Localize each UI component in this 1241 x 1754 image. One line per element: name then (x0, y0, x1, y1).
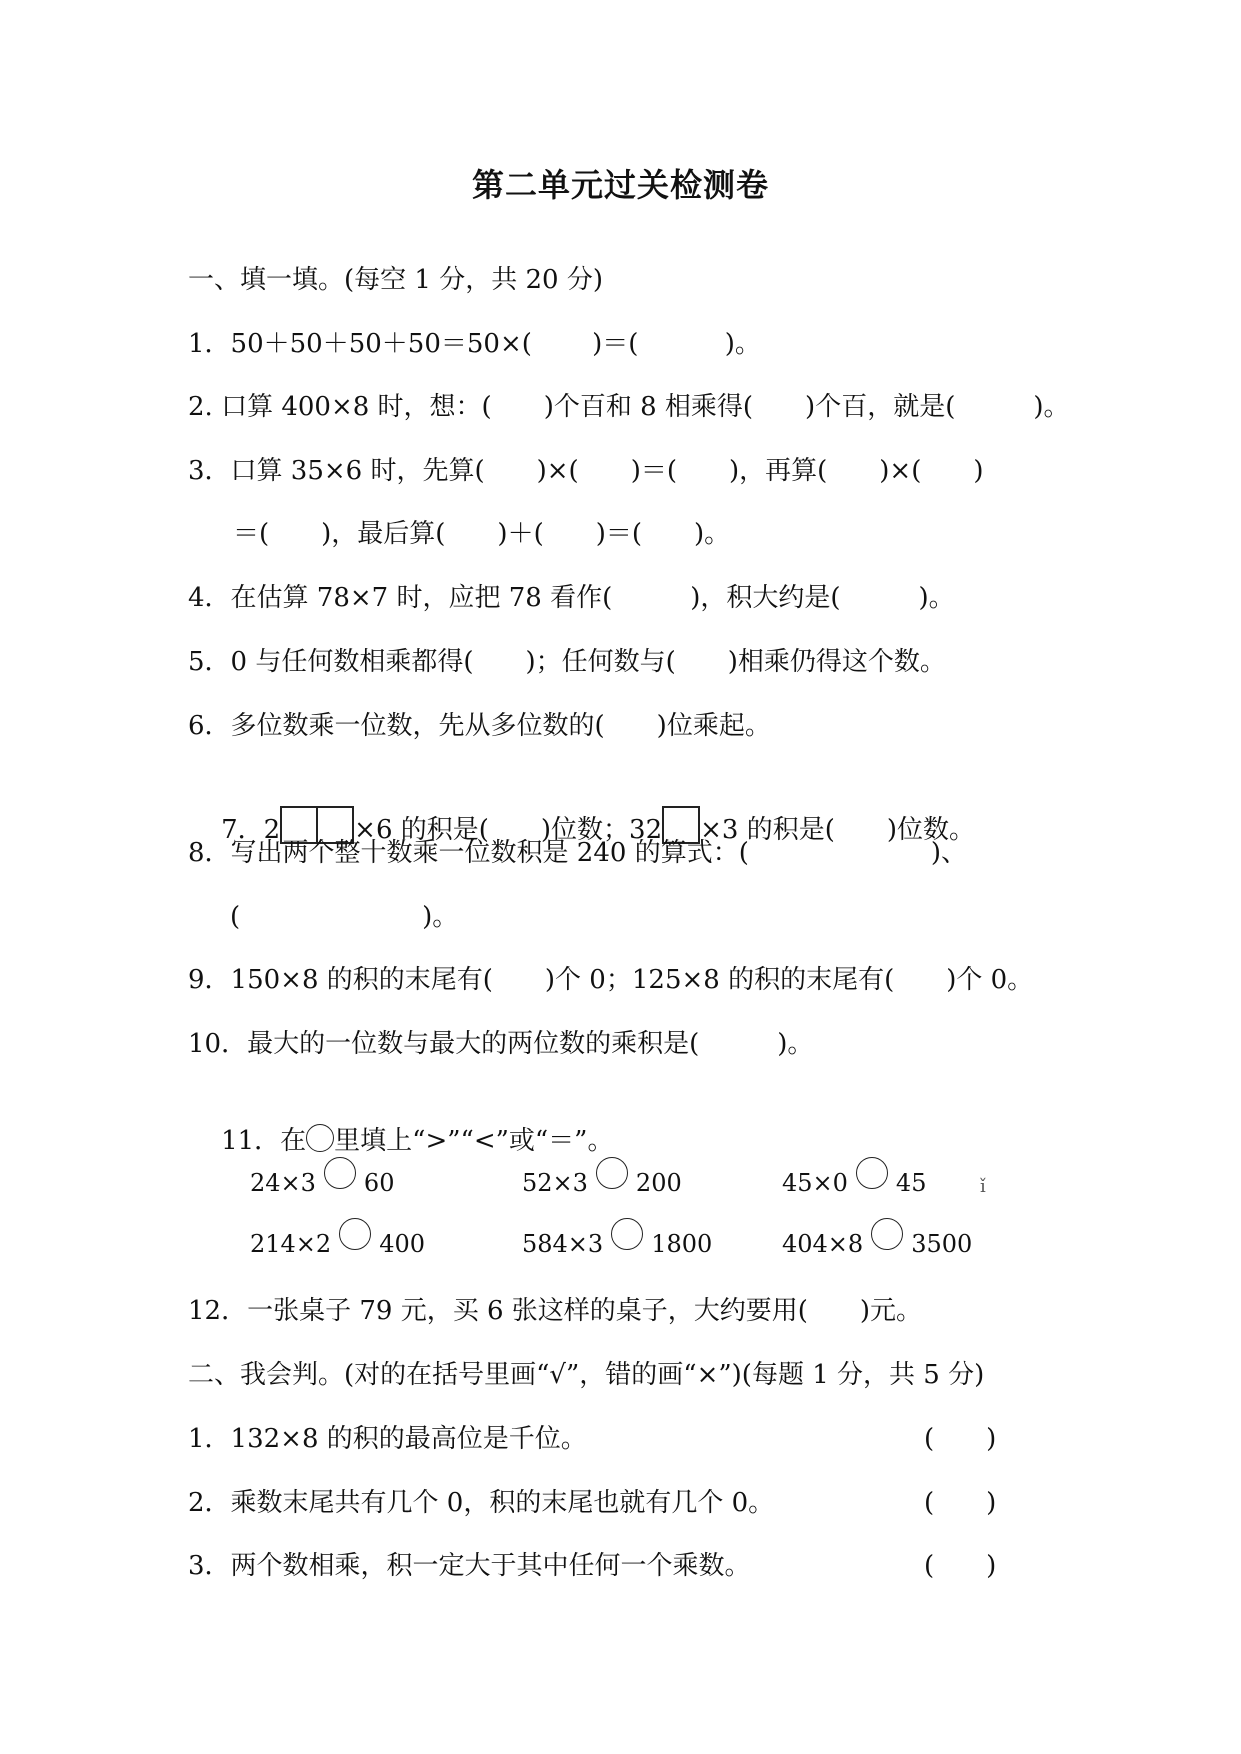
section1-heading: 一、填一填。(每空 1 分，共 20 分) (188, 265, 603, 295)
circle-blank-icon (306, 1124, 334, 1152)
question-9: 9．150×8 的积的末尾有( )个 0；125×8 的积的末尾有( )个 0。 (188, 965, 1034, 995)
compare-left: 45×0 (782, 1169, 848, 1197)
judge-blank-2: ( ) (924, 1488, 997, 1518)
question-11-end: 里填上“>”“<”或“＝”。 (334, 1126, 614, 1156)
compare-right: 3500 (911, 1230, 973, 1258)
judge-item-3: 3．两个数相乘，积一定大于其中任何一个乘数。 (188, 1551, 751, 1581)
compare-right: 400 (379, 1230, 425, 1258)
compare-item (250, 1218, 425, 1260)
compare-item (250, 1157, 394, 1199)
question-3-line1: 3．口算 35×6 时，先算( )×( )＝( )，再算( )×( ) (188, 456, 984, 486)
question-7-end: ×3 的积是( )位数。 (700, 815, 976, 845)
stray-mark: ǐ (980, 1176, 986, 1197)
circle-blank-icon (856, 1157, 888, 1189)
compare-right: 1800 (651, 1230, 713, 1258)
question-8-line2: ( )。 (230, 902, 459, 932)
compare-right: 60 (363, 1169, 395, 1197)
compare-item (782, 1157, 926, 1199)
compare-item (522, 1218, 712, 1260)
question-7-middle: ×6 的积是( )位数；32 (354, 815, 663, 845)
question-4: 4．在估算 78×7 时，应把 78 看作( )，积大约是( )。 (188, 583, 955, 613)
question-11-start: 11．在 (221, 1126, 307, 1156)
question-3-line2: ＝( )，最后算( )＋( )＝( )。 (233, 519, 731, 549)
compare-left: 52×3 (522, 1169, 588, 1197)
question-10: 10．最大的一位数与最大的两位数的乘积是( )。 (188, 1029, 814, 1059)
page-title: 第二单元过关检测卷 (471, 166, 769, 204)
compare-left: 404×8 (782, 1230, 864, 1258)
circle-blank-icon (596, 1157, 628, 1189)
circle-blank-icon (339, 1218, 371, 1250)
compare-right: 200 (635, 1169, 682, 1197)
question-1: 1．50＋50＋50＋50＝50×( )＝( )。 (188, 329, 761, 359)
judge-blank-1: ( ) (924, 1424, 997, 1454)
circle-blank-icon (871, 1218, 903, 1250)
question-12: 12．一张桌子 79 元，买 6 张这样的桌子，大约要用( )元。 (188, 1296, 923, 1326)
question-6: 6．多位数乘一位数，先从多位数的( )位乘起。 (188, 711, 771, 741)
judge-blank-3: ( ) (924, 1551, 997, 1581)
compare-left: 584×3 (522, 1230, 604, 1258)
circle-blank-icon (611, 1218, 643, 1250)
section2-heading: 二、我会判。(对的在括号里画“√”，错的画“×”)(每题 1 分，共 5 分) (188, 1360, 985, 1390)
question-5: 5．0 与任何数相乘都得( )；任何数与( )相乘仍得这个数。 (188, 647, 946, 677)
compare-left: 214×2 (250, 1230, 332, 1258)
compare-left: 24×3 (250, 1169, 316, 1197)
circle-blank-icon (324, 1157, 356, 1189)
compare-item (782, 1218, 972, 1260)
compare-item (522, 1157, 682, 1199)
question-2: 2. 口算 400×8 时，想：( )个百和 8 相乘得( )个百，就是( )。 (188, 392, 1070, 422)
judge-item-1: 1．132×8 的积的最高位是千位。 (188, 1424, 587, 1454)
judge-item-2: 2．乘数末尾共有几个 0，积的末尾也就有几个 0。 (188, 1488, 775, 1518)
question-8-line1: 8．写出两个整十数乘一位数积是 240 的算式：( )、 (188, 838, 967, 868)
compare-right: 45 (895, 1169, 927, 1197)
question-7-start: 7．2 (221, 815, 281, 845)
